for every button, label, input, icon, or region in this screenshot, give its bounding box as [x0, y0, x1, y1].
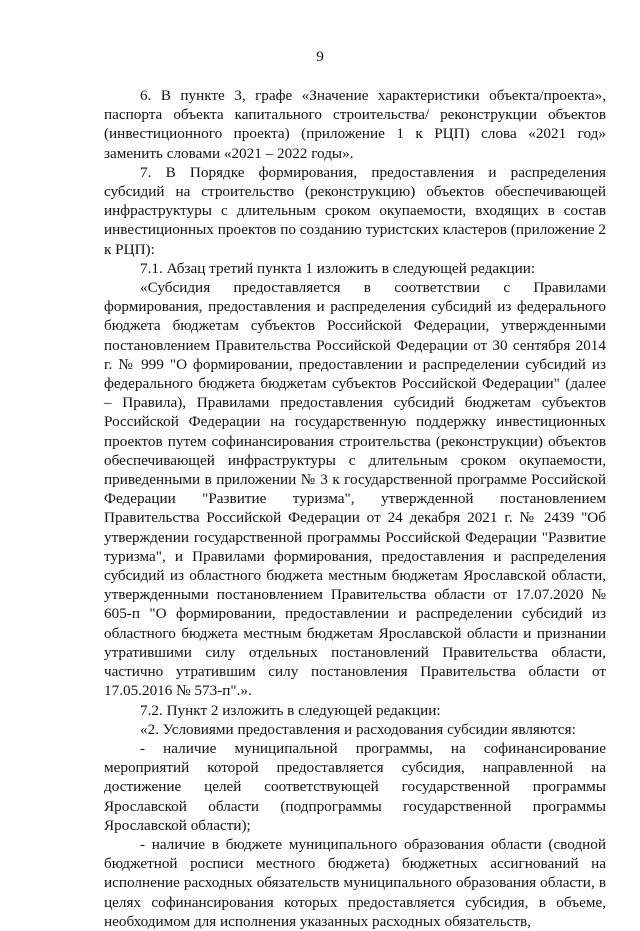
document-body — [104, 86, 606, 931]
paragraph-condition-program: - наличие муниципальной программы, на софинансирование мероприятий которой предоставляется субсидия, направленной на достижение целей соответствующей государственной программы Ярославской области (подпрограммы государственной программы Ярославской области); — [104, 739, 606, 834]
paragraph-item-7-1: 7.1. Абзац третий пункта 1 изложить в следующей редакции: — [140, 259, 536, 277]
page-number: 9 — [316, 48, 324, 65]
paragraph-conditions-intro: «2. Условиями предоставления и расходования субсидии являются: — [140, 720, 576, 738]
paragraph-condition-budget: - наличие в бюджете муниципального образования области (сводной бюджетной росписи местного бюджета) бюджетных ассигнований на исполнение расходных обязательств муниципального образования области, в целях софинансирования которых предоставляется субсидия, в объеме, необходимом для исполнения указанных расходных обязательств, — [104, 835, 606, 930]
paragraph-quote-subsidy: «Субсидия предоставляется в соответствии с Правилами формирования, предоставления и распределения субсидий из федерального бюджета бюджетам субъектов Российской Федерации, утвержденными постановлением Правительства Российской Федерации от 30 сентября 2014 г. № 999 "О формировании, предоставлении и распределении субсидий из федерального бюджета бюджетам субъектов Российской Федерации" (далее – Правила), Правилами предоставления субсидий бюджетам субъектов Российской Федерации на государственную поддержку инвестиционных проектов путем софинансирования строительства (реконструкции) объектов обеспечивающей инфраструктуры с длительным сроком окупаемости, приведенными в приложении № 3 к государственной программе Российской Федерации "Развитие туризма", утвержденной постановлением Правительства Российской Федерации от 24 декабря 2021 г. № 2439 "Об утверждении государственной программы Российской Федерации "Развитие туризма", и Правилами формирования, предоставления и распределения субсидий из областного бюджета местным бюджетам Ярославской области, утвержденными постановлением Правительства области от 17.07.2020 № 605-п "О формировании, предоставлении и распределении субсидий из областного бюджета местным бюджетам Ярославской области и признании утратившими силу отдельных постановлений Правительства области, частично утратившим силу постановления Правительства области от 17.05.2016 № 573-п".». — [104, 279, 606, 700]
paragraph-item-7: 7. В Порядке формирования, предоставления и распределения субсидий на строительство (реконструкцию) объектов обеспечивающей инфраструктуры с длительным сроком окупаемости, входящих в состав инвестиционных проектов по созданию туристских кластеров (приложение 2 к РЦП): — [104, 163, 606, 258]
paragraph-item-6: 6. В пункте 3, графе «Значение характеристики объекта/проекта», паспорта объекта капитального строительства/ реконструкции объектов (инвестиционного проекта) (приложение 1 к РЦП) слова «2021 год» заменить словами «2021 – 2022 годы». — [104, 87, 606, 162]
paragraph-item-7-2: 7.2. Пункт 2 изложить в следующей редакции: — [140, 701, 441, 719]
